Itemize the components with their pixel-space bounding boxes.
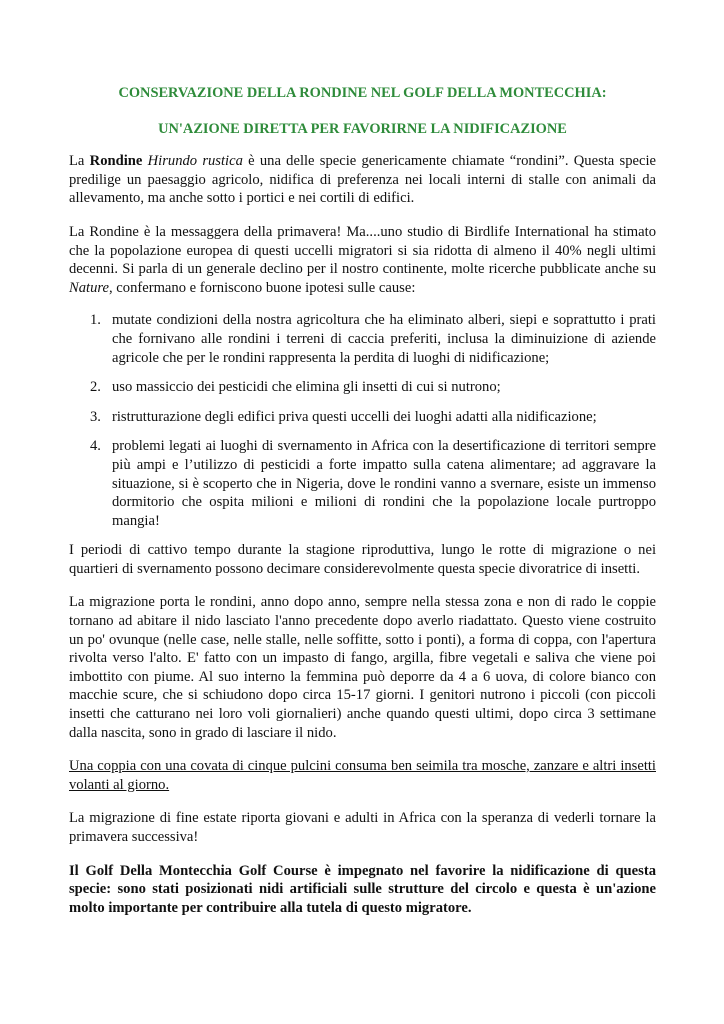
weather-paragraph: I periodi di cattivo tempo durante la stagione riproduttiva, lungo le rotte di migrazione o nei quartieri di svernamento possono decimare considerevolmente questa specie divoratrice di insetti.	[69, 542, 656, 577]
list-item	[90, 311, 656, 367]
causes-list	[69, 311, 656, 530]
list-item-text: ristrutturazione degli edifici priva questi uccelli dei luoghi adatti alla nidificazione;	[112, 408, 597, 425]
scientific-name: Hirundo rustica	[147, 153, 243, 170]
decline-tail: , confermano e forniscono buone ipotesi sulle cause:	[109, 279, 416, 296]
decline-text: La Rondine è la messaggera della primavera! Ma....uno studio di Birdlife International ha stimato che la popolazione europea di questi uccelli migratori si sia ridotta di almeno il 40% negli ultimi decenni. Si parla di un generale declino per il nostro continente, molte ricerche pubblicate anche su	[69, 223, 656, 278]
migration-paragraph: La migrazione porta le rondini, anno dopo anno, sempre nella stessa zona e non di rado le coppie tornano ad abitare il nido lasciato l'anno precedente dopo averlo riadattato. Questo viene costruito un po' ovunque (nelle case, nelle stalle, nelle soffitte, sotto i ponti), a forma di coppa, con l'apertura rivolta verso l'alto. E' fatto con un impasto di fango, argilla, fibre vegetali e saliva che viene poi imbottito con piume. Al suo interno la femmina può deporre da 4 a 6 uova, di colore bianco con macchie scure, che si schiudono dopo circa 15-17 giorni. I genitori nutrono i piccoli (con piccoli insetti che catturano nei loro voli giornalieri) anche quando questi ultimi, dopo circa 3 settimane dalla nascita, sono in grado di lasciare il nido.	[69, 594, 656, 741]
journal-name: Nature	[69, 279, 109, 296]
list-item-number: 2.	[90, 379, 101, 396]
list-item-text: uso massiccio dei pesticidi che elimina gli insetti di cui si nutrono;	[112, 379, 501, 396]
decline-paragraph	[69, 223, 656, 297]
intro-paragraph	[69, 152, 656, 208]
list-item-text: problemi legati ai luoghi di svernamento in Africa con la desertificazione di territori sempre più ampi e l’utilizzo di pesticidi a forte impatto sulla catena alimentare; ad aggravare la situazione, si è scoperto che in Nigeria, dove le rondini vanno a svernare, esiste un immenso dormitorio che ospita milioni e milioni di rondini che la popolazione locale purtroppo mangia!	[112, 438, 656, 529]
list-item	[90, 408, 656, 427]
list-item	[90, 437, 656, 530]
intro-rest: è una delle specie genericamente chiamate “rondini”. Questa specie predilige un paesaggio agricolo, nidifica di preferenza nei locali interni di stalle con animali da allevamento, ma anche sotto i portici e nei cortili di edifici.	[69, 153, 656, 207]
title-line-1: CONSERVAZIONE DELLA RONDINE NEL GOLF DELLA MONTECCHIA:	[118, 85, 607, 101]
diet-paragraph: Una coppia con una covata di cinque pulcini consuma ben seimila tra mosche, zanzare e altri insetti volanti al giorno.	[69, 758, 656, 793]
return-paragraph: La migrazione di fine estate riporta giovani e adulti in Africa con la speranza di vederli tornare la primavera successiva!	[69, 810, 656, 845]
list-item	[90, 378, 656, 397]
intro-lead: La	[69, 153, 90, 170]
list-item-number: 4.	[90, 438, 101, 455]
bird-name: Rondine	[89, 153, 143, 170]
golf-commitment-paragraph: Il Golf Della Montecchia Golf Course è impegnato nel favorire la nidificazione di questa specie: sono stati posizionati nidi artificiali sulle strutture del circolo e questa è un'azione molto importante per contribuire alla tutela di questo migratore.	[69, 862, 656, 916]
list-item-number: 3.	[90, 408, 101, 425]
title-line-2: UN'AZIONE DIRETTA PER FAVORIRNE LA NIDIFICAZIONE	[158, 120, 567, 137]
list-item-number: 1.	[90, 312, 101, 329]
list-item-text: mutate condizioni della nostra agricoltura che ha eliminato alberi, siepi e soprattutto i prati che fornivano alle rondini i terreni di caccia preferiti, inclusa la diminuizione di aziende agricole che per le rondini rappresenta la perdita di luoghi di nidificazione;	[112, 312, 656, 366]
